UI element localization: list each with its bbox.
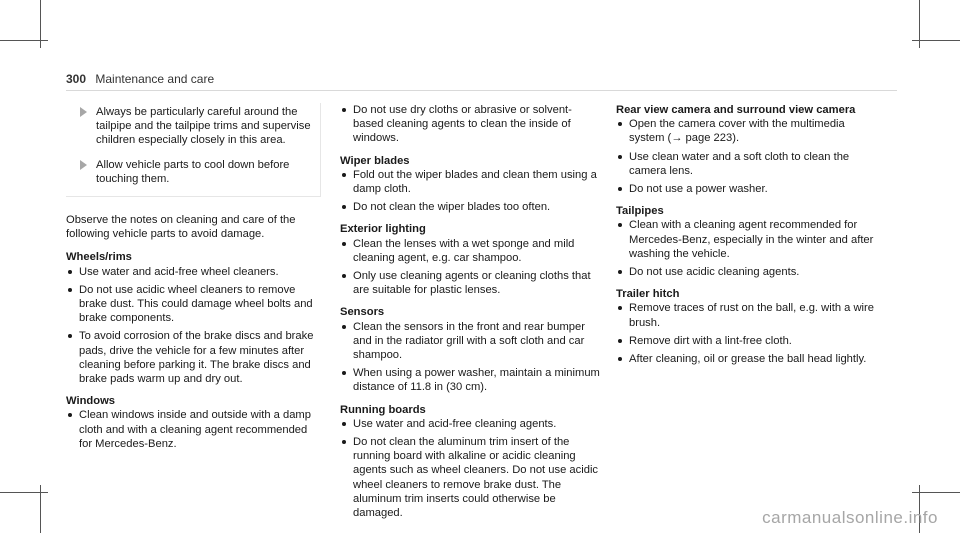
column-2 [340, 103, 602, 528]
note-item: Allow vehicle parts to cool down before touching them. [66, 158, 314, 186]
list-item: Only use cleaning agents or cleaning cloths that are suitable for plastic lenses. [340, 269, 602, 297]
bullet-icon [618, 155, 622, 159]
bullet-icon [618, 187, 622, 191]
section-heading: Tailpipes [616, 205, 664, 218]
section-heading: Windows [66, 395, 115, 408]
list-item: Do not clean the aluminum trim insert of the running board with alkaline or acidic cleaning agents such as wheel cleaners. Do not use acidic wheel cleaners to remove brake dust. The aluminum trim inserts could otherwise be damaged. [340, 435, 602, 520]
bullet-icon [342, 422, 346, 426]
section-heading: Wiper blades [340, 154, 410, 167]
bullet-list [616, 301, 876, 366]
bullet-icon [68, 288, 72, 292]
bullet-list [66, 265, 321, 387]
list-item: Do not use dry cloths or abrasive or solvent-based cleaning agents to clean the inside of windows. [340, 103, 602, 146]
page-number: 300 [66, 72, 87, 86]
bullet-icon [342, 371, 346, 375]
bullet-icon [342, 325, 346, 329]
bullet-icon [68, 334, 72, 338]
crop-mark [0, 492, 48, 493]
list-item: Do not use acidic cleaning agents. [616, 265, 876, 279]
section-heading: Running boards [340, 403, 426, 416]
list-item: Fold out the wiper blades and clean them using a damp cloth. [340, 168, 602, 196]
list-item: Do not use acidic wheel cleaners to remove brake dust. This could damage wheel bolts and brake components. [66, 283, 321, 326]
intro-text: Observe the notes on cleaning and care of the following vehicle parts to avoid damage. [66, 214, 296, 241]
list-item: After cleaning, oil or grease the ball head lightly. [616, 352, 876, 366]
bullet-icon [68, 270, 72, 274]
list-item: Clean with a cleaning agent recommended for Mercedes-Benz, especially in the winter and after washing the vehicle. [616, 218, 876, 261]
list-item: Do not clean the wiper blades too often. [340, 200, 602, 214]
header-divider [66, 90, 897, 91]
list-item: Use water and acid-free wheel cleaners. [66, 265, 321, 279]
list-item: To avoid corrosion of the brake discs and brake pads, drive the vehicle for a few minutes after cleaning before parking it. The brake discs and brake pads warm up and dry out. [66, 329, 321, 386]
bullet-icon [342, 205, 346, 209]
list-item: Do not use a power washer. [616, 182, 876, 196]
section-heading: Rear view camera and surround view camera [616, 104, 856, 116]
bullet-icon [342, 274, 346, 278]
list-item: Open the camera cover with the multimedia system (→ page 223). [616, 117, 876, 145]
bullet-icon [618, 339, 622, 343]
bullet-icon [68, 413, 72, 417]
crop-mark [912, 492, 960, 493]
bullet-list [66, 408, 321, 451]
bullet-list [340, 103, 602, 146]
list-item: Use clean water and a soft cloth to clean the camera lens. [616, 150, 876, 178]
section-title: Maintenance and care [95, 72, 215, 86]
page-header [66, 72, 214, 86]
bullet-icon [618, 122, 622, 126]
section-heading: Exterior lighting [340, 223, 426, 236]
list-item: Clean the lenses with a wet sponge and mild cleaning agent, e.g. car shampoo. [340, 237, 602, 265]
bullet-list [340, 320, 602, 395]
bullet-icon [342, 108, 346, 112]
bullet-icon [342, 242, 346, 246]
bullet-list [616, 218, 876, 279]
section-heading: Sensors [340, 306, 385, 319]
bullet-icon [618, 270, 622, 274]
list-item: Clean windows inside and outside with a damp cloth and with a cleaning agent recommended for Mercedes-Benz. [66, 408, 321, 451]
arrow-icon [80, 160, 87, 170]
list-item: Remove traces of rust on the ball, e.g. with a wire brush. [616, 301, 876, 329]
arrow-icon [80, 107, 87, 117]
list-item: Remove dirt with a lint-free cloth. [616, 334, 876, 348]
bullet-list [340, 417, 602, 520]
bullet-list [340, 168, 602, 215]
bullet-icon [342, 173, 346, 177]
column-1 [66, 103, 321, 459]
bullet-icon [618, 306, 622, 310]
bullet-list [340, 237, 602, 298]
watermark: carmanualsonline.info [762, 508, 938, 527]
section-heading: Wheels/rims [66, 251, 132, 264]
bullet-icon [618, 357, 622, 361]
bullet-icon [342, 440, 346, 444]
note-item: Always be particularly careful around the tailpipe and the tailpipe trims and supervise children especially closely in this area. [66, 105, 314, 148]
column-3 [616, 103, 876, 374]
list-item: Use water and acid-free cleaning agents. [340, 417, 602, 431]
safety-notes [66, 103, 321, 197]
bullet-list [616, 117, 876, 196]
crop-mark [912, 40, 960, 41]
list-item: Clean the sensors in the front and rear bumper and in the radiator grill with a soft cloth and car shampoo. [340, 320, 602, 363]
list-item: When using a power washer, maintain a minimum distance of 11.8 in (30 cm). [340, 366, 602, 394]
bullet-icon [618, 223, 622, 227]
crop-mark [0, 40, 48, 41]
section-heading: Trailer hitch [616, 288, 680, 301]
